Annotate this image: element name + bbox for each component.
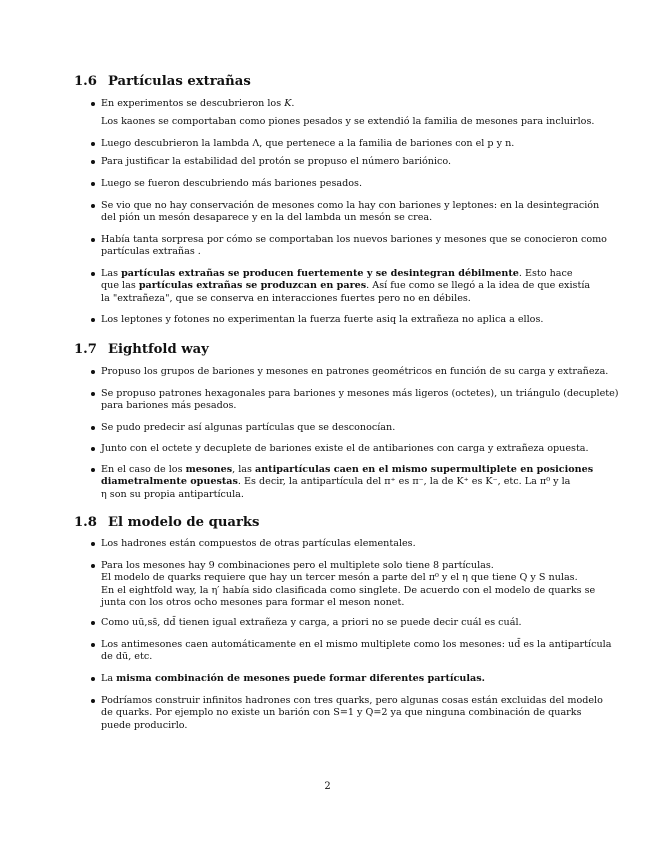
text-line (101, 314, 611, 326)
list-item (74, 538, 611, 550)
list-item (74, 443, 611, 455)
section-heading (74, 74, 584, 89)
section-number: 1.6 (74, 74, 97, 89)
text-line (101, 293, 611, 305)
bold-text: mesones (185, 464, 233, 475)
text-run: puede producirlo. (101, 719, 188, 731)
text-run: Los hadrones están compuestos de otras partículas elementales. (101, 538, 416, 549)
text-run: El modelo de quarks requiere que hay un tercer mesón a parte del π⁰ y el η que tiene Q y S nulas. (101, 572, 578, 584)
text-run: partículas extrañas . (101, 246, 201, 258)
text-line (101, 280, 611, 292)
text-run: Podríamos construir infinitos hadrones con tres quarks, pero algunas cosas están excluidas del modelo (101, 695, 603, 706)
text-run: η son su propia antipartícula. (101, 488, 244, 500)
bold-text: diametralmente opuestas (101, 476, 238, 488)
text-line (101, 116, 611, 128)
text-line (101, 443, 611, 455)
text-line (101, 268, 611, 280)
list-item (74, 366, 611, 378)
text-run: En experimentos se descubrieron los (101, 98, 285, 109)
text-run: Se pudo predecir así algunas partículas que se desconocían. (101, 422, 396, 433)
text-line (101, 585, 611, 597)
text-line (101, 476, 611, 488)
list-item (74, 560, 611, 609)
text-line (101, 560, 611, 572)
text-line (101, 538, 611, 550)
list-item (74, 673, 611, 685)
text-run: , las (232, 464, 255, 475)
text-run: Los antimesones caen automáticamente en el mismo multiplete como los mesones: ud̄ es la antipartícula (101, 639, 612, 650)
text-run: junta con los otros ocho mesones para formar el meson nonet. (101, 596, 405, 608)
text-run: . (291, 98, 295, 109)
section-modelo-de-quarks (74, 515, 612, 731)
list-item (74, 388, 619, 413)
text-line (101, 617, 611, 629)
text-run: Luego descubrieron la lambda Λ, que pertenece a la familia de bariones con el p y n. (101, 138, 515, 149)
text-line (101, 98, 611, 110)
text-run: Para justificar la estabilidad del protón se propuso el número bariónico. (101, 156, 452, 167)
text-run: Se vio que no hay conservación de mesones como la hay con bariones y leptones: en la desintegración (101, 200, 600, 211)
list-item (74, 464, 611, 501)
text-run: la "extrañeza", que se conserva en interacciones fuertes pero no en débiles. (101, 292, 471, 304)
text-line (101, 695, 611, 707)
text-run: Los leptones y fotones no experimentan la fuerza fuerte asiq la extrañeza no aplica a ellos. (101, 314, 544, 325)
section-title: Eightfold way (108, 342, 209, 357)
text-run: Se propuso patrones hexagonales para bariones y mesones más ligeros (octetes), un triángulo (decuplete) (101, 388, 619, 399)
bold-text: partículas extrañas se producen fuertemente y se desintegran débilmente (121, 268, 519, 279)
text-run: . Es decir, la antipartícula del π⁺ es π⁻, la de K⁺ es K⁻, etc. La π⁰ y la (237, 476, 571, 488)
text-line (101, 246, 611, 258)
bold-text: antipartículas caen en el mismo supermultiplete en posiciones (254, 464, 594, 475)
list-item (74, 234, 611, 259)
text-line (101, 572, 611, 584)
text-line (101, 212, 611, 224)
text-run: para bariones más pesados. (101, 400, 237, 412)
text-line (101, 489, 611, 501)
text-run: . Esto hace (518, 268, 573, 279)
text-run: Luego se fueron descubriendo más bariones pesados. (101, 178, 363, 189)
text-line (101, 234, 611, 246)
list-item (74, 314, 611, 326)
text-run: Como uū,ss̄, dd̄ tienen igual extrañeza y carga, a priori no se puede decir cuál es cuál. (101, 617, 522, 628)
text-line (101, 673, 611, 685)
text-line (101, 400, 611, 412)
text-line (101, 651, 611, 663)
text-line (101, 200, 611, 212)
list-item (74, 695, 611, 732)
list-item (74, 639, 611, 664)
text-run: del pión un mesón desaparece y en la del lambda un mesón se crea. (101, 212, 433, 224)
text-line (101, 422, 611, 434)
section-number: 1.8 (74, 515, 97, 530)
section-title: El modelo de quarks (108, 515, 260, 530)
text-line (101, 178, 611, 190)
page-number: 2 (324, 781, 331, 792)
list-item (74, 178, 611, 190)
text-line (101, 639, 611, 651)
text-line (101, 597, 611, 609)
text-run: Los kaones se comportaban como piones pesados y se extendió la familia de mesones para incluirlos. (101, 116, 595, 128)
text-run: Para los mesones hay 9 combinaciones pero el multiplete solo tiene 8 partículas. (101, 560, 494, 571)
text-run: En el eightfold way, la η′ había sido clasificada como singlete. De acuerdo con el modelo de quarks se (101, 584, 596, 596)
section-heading (74, 342, 584, 357)
section-particulas-extranas (74, 74, 607, 325)
list-item (74, 268, 611, 305)
section-heading (74, 515, 584, 530)
list-item (74, 156, 611, 168)
text-run: En el caso de los (101, 464, 186, 475)
section-eightfold-way (74, 342, 619, 500)
list-item (74, 98, 611, 129)
list-item (74, 200, 611, 225)
bold-text: partículas extrañas se produzcan en pares (138, 280, 367, 292)
list-item (74, 422, 611, 434)
text-run: que las (101, 280, 139, 292)
text-run: Propuso los grupos de bariones y mesones en patrones geométricos en función de su carga y extrañeza. (101, 366, 609, 377)
section-number: 1.7 (74, 342, 97, 357)
text-run: Las (101, 268, 122, 279)
text-line (101, 366, 611, 378)
math-symbol: K (284, 98, 292, 109)
list-item (74, 617, 611, 629)
text-run: de quarks. Por ejemplo no existe un barión con S=1 y Q=2 ya que ninguna combinación de quarks (101, 707, 582, 719)
bold-text: misma combinación de mesones puede formar diferentes partículas. (116, 673, 485, 684)
text-run: . Así fue como se llegó a la idea de que existía (366, 280, 591, 292)
text-run: de dū, etc. (101, 651, 153, 663)
text-line (101, 156, 611, 168)
text-line (101, 720, 611, 732)
text-line (101, 707, 611, 719)
list-item (74, 138, 611, 150)
text-line (101, 388, 619, 400)
section-title: Partículas extrañas (108, 74, 251, 89)
text-line (101, 464, 611, 476)
text-run: Junto con el octete y decuplete de bariones existe el de antibariones con carga y extrañeza opuesta. (101, 443, 589, 454)
text-run: La (101, 673, 117, 684)
text-run: Había tanta sorpresa por cómo se comportaban los nuevos bariones y mesones que se conocieron como (101, 234, 607, 245)
text-line (101, 138, 611, 150)
